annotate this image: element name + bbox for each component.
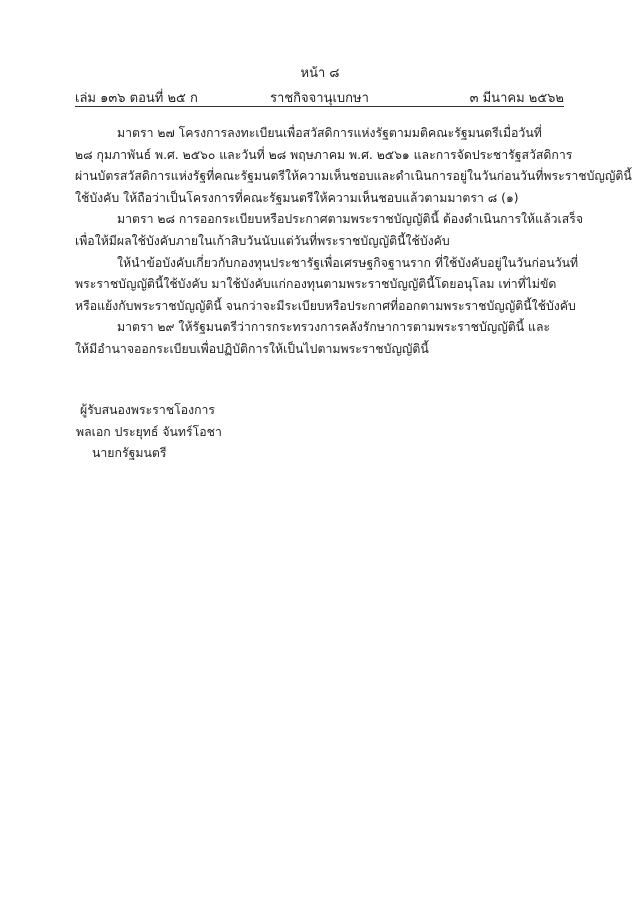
text-line: ใช้บังคับ ให้ถือว่าเป็นโครงการที่คณะรัฐมนตรีให้ความเห็นชอบแล้วตามมาตรา ๘ (๑): [75, 190, 519, 205]
signatory-position: นายกรัฐมนตรี: [92, 446, 167, 460]
publication-date: ๓ มีนาคม ๒๕๖๒: [469, 91, 564, 106]
page-number: หน้า ๘: [300, 66, 340, 81]
text-line: มาตรา ๒๗ โครงการลงทะเบียนเพื่อสวัสดิการแห่งรัฐตามมติคณะรัฐมนตรีเมื่อวันที่: [117, 126, 542, 140]
signature-block: [76, 400, 222, 465]
text-line: ผ่านบัตรสวัสดิการแห่งรัฐที่คณะรัฐมนตรีให้ความเห็นชอบและดำเนินการอยู่ในวันก่อนวันที่พระราชบัญญัตินี้: [75, 169, 632, 184]
text-line: ๒๘ กุมภาพันธ์ พ.ศ. ๒๕๖๐ และวันที่ ๒๘ พฤษภาคม พ.ศ. ๒๕๖๑ และการจัดประชารัฐสวัสดิการ: [75, 147, 573, 162]
text-line: เพื่อให้มีผลใช้บังคับภายในเก้าสิบวันนับแต่วันที่พระราชบัญญัตินี้ใช้บังคับ: [75, 233, 450, 248]
header-rule: [75, 106, 564, 107]
document-body: [75, 123, 632, 361]
text-line: ให้นำข้อบังคับเกี่ยวกับกองทุนประชารัฐเพื่อเศรษฐกิจฐานราก ที่ใช้บังคับอยู่ในวันก่อนวันที่: [117, 255, 579, 270]
text-line: มาตรา ๒๙ ให้รัฐมนตรีว่าการกระทรวงการคลังรักษาการตามพระราชบัญญัตินี้ และ: [117, 320, 551, 335]
text-line: หรือแย้งกับพระราชบัญญัตินี้ จนกว่าจะมีระเบียบหรือประกาศที่ออกตามพระราชบัญญัตินี้ใช้บังคับ: [75, 298, 576, 313]
text-line: พระราชบัญญัตินี้ใช้บังคับ มาใช้บังคับแก่กองทุนตามพระราชบัญญัตินี้โดยอนุโลม เท่าที่ไม่ขัด: [75, 277, 557, 292]
text-line: มาตรา ๒๘ การออกระเบียบหรือประกาศตามพระราชบัญญัตินี้ ต้องดำเนินการให้แล้วเสร็จ: [117, 212, 584, 227]
countersign-label: ผู้รับสนองพระราชโองการ: [80, 403, 216, 417]
gazette-title: ราชกิจจานุเบกษา: [270, 91, 369, 106]
signatory-name: พลเอก ประยุทธ์ จันทร์โอชา: [76, 424, 222, 439]
gazette-header: [75, 87, 564, 105]
volume-issue: เล่ม ๑๓๖ ตอนที่ ๒๕ ก: [75, 91, 198, 106]
text-line: ให้มีอำนาจออกระเบียบเพื่อปฏิบัติการให้เป็นไปตามพระราชบัญญัตินี้: [75, 341, 429, 356]
